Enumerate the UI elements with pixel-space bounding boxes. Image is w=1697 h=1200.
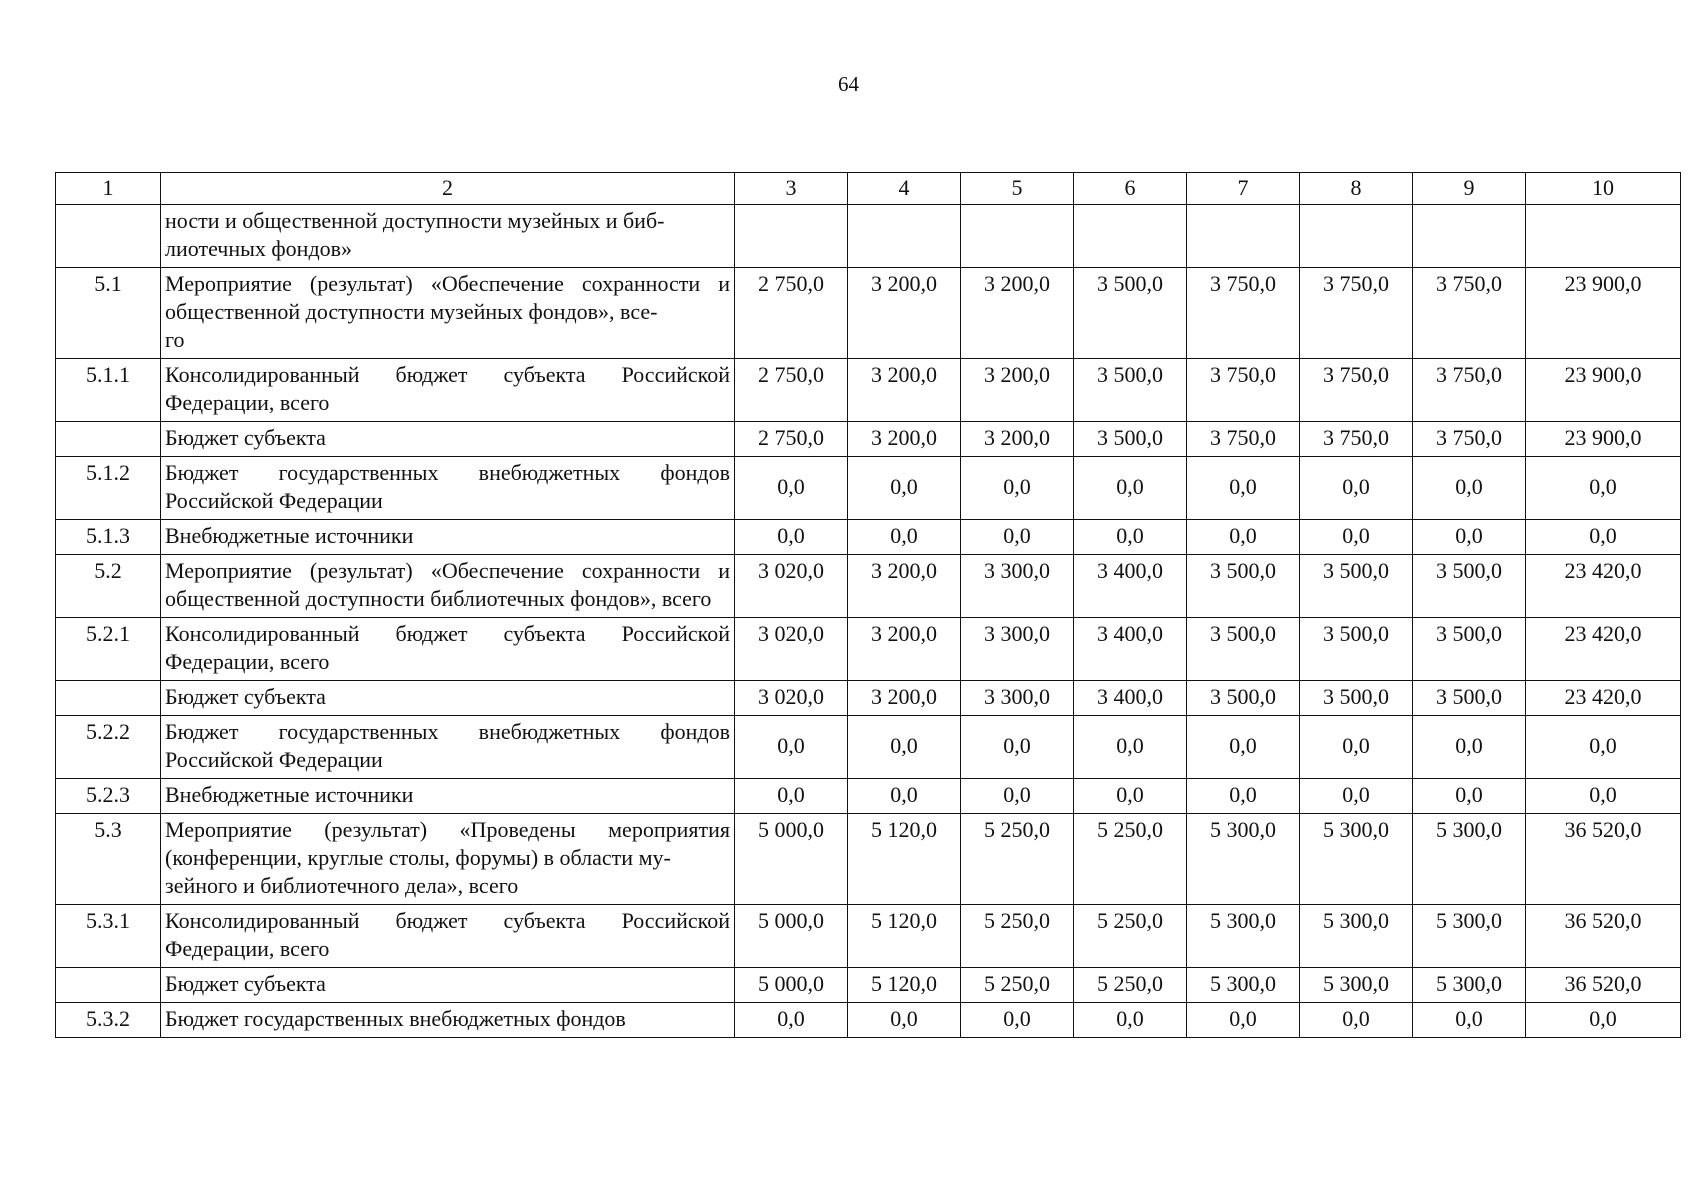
value-cell: 23 900,0 [1526,268,1681,359]
row-description: Мероприятие (результат) «Обеспечение сохранности и общественной доступности музейных фондов», все- го [161,268,735,359]
row-number: 5.1.2 [56,457,161,520]
value-cell: 0,0 [1300,520,1413,555]
value-cell: 3 400,0 [1074,555,1187,618]
row-description: Консолидированный бюджет субъекта Российской Федерации, всего [161,905,735,968]
value-cell: 5 250,0 [1074,905,1187,968]
value-cell: 0,0 [1300,716,1413,779]
value-cell: 0,0 [1413,716,1526,779]
row-description: Мероприятие (результат) «Проведены мероприятия (конференции, круглые столы, форумы) в области му- зейного и библиотечного дела», всего [161,814,735,905]
value-cell: 5 250,0 [961,968,1074,1003]
table-row [56,779,1681,814]
value-cell: 0,0 [1187,520,1300,555]
value-cell: 0,0 [961,779,1074,814]
value-cell: 3 020,0 [735,555,848,618]
value-cell: 23 420,0 [1526,681,1681,716]
value-cell: 0,0 [1300,457,1413,520]
value-cell: 3 500,0 [1413,618,1526,681]
column-number: 10 [1526,173,1681,205]
row-description: Внебюджетные источники [161,779,735,814]
row-description: Консолидированный бюджет субъекта Российской Федерации, всего [161,618,735,681]
value-cell: 3 300,0 [961,681,1074,716]
value-cell: 23 900,0 [1526,359,1681,422]
value-cell: 0,0 [1413,520,1526,555]
value-cell: 5 300,0 [1187,905,1300,968]
row-description: Бюджет субъекта [161,422,735,457]
value-cell: 0,0 [1187,716,1300,779]
value-cell: 3 400,0 [1074,618,1187,681]
row-number: 5.3.1 [56,905,161,968]
row-description: Бюджет субъекта [161,968,735,1003]
value-cell: 3 200,0 [848,359,961,422]
value-cell: 3 500,0 [1187,618,1300,681]
value-cell: 0,0 [1074,779,1187,814]
value-cell: 23 420,0 [1526,555,1681,618]
value-cell: 3 750,0 [1300,422,1413,457]
value-cell: 3 200,0 [848,555,961,618]
column-number: 5 [961,173,1074,205]
value-cell: 3 750,0 [1413,359,1526,422]
value-cell: 5 250,0 [961,814,1074,905]
row-number: 5.3.2 [56,1003,161,1038]
value-cell: 0,0 [1413,779,1526,814]
value-cell: 3 200,0 [848,268,961,359]
value-cell: 5 300,0 [1300,968,1413,1003]
row-description: Бюджет государственных внебюджетных фондов [161,1003,735,1038]
value-cell: 0,0 [735,716,848,779]
value-cell: 0,0 [1074,520,1187,555]
row-number [56,422,161,457]
row-description: Внебюджетные источники [161,520,735,555]
row-number: 5.1 [56,268,161,359]
value-cell: 3 200,0 [848,681,961,716]
table-row [56,268,1681,359]
value-cell: 0,0 [961,716,1074,779]
row-number [56,205,161,268]
value-cell: 3 750,0 [1187,422,1300,457]
value-cell: 0,0 [1300,1003,1413,1038]
value-cell: 3 500,0 [1187,681,1300,716]
value-cell: 3 750,0 [1187,268,1300,359]
value-cell: 0,0 [848,716,961,779]
value-cell: 3 020,0 [735,681,848,716]
value-cell: 0,0 [1526,779,1681,814]
value-cell: 0,0 [1526,520,1681,555]
value-cell: 0,0 [848,457,961,520]
value-cell: 5 000,0 [735,968,848,1003]
value-cell: 3 750,0 [1413,268,1526,359]
value-cell: 0,0 [961,520,1074,555]
value-cell: 3 750,0 [1187,359,1300,422]
table-row [56,905,1681,968]
value-cell: 5 120,0 [848,968,961,1003]
value-cell: 23 420,0 [1526,618,1681,681]
value-cell [1187,205,1300,268]
table-row [56,716,1681,779]
value-cell: 3 500,0 [1413,555,1526,618]
value-cell: 0,0 [1413,1003,1526,1038]
value-cell: 2 750,0 [735,422,848,457]
column-number: 9 [1413,173,1526,205]
value-cell: 3 500,0 [1074,359,1187,422]
value-cell: 5 300,0 [1300,814,1413,905]
value-cell: 2 750,0 [735,268,848,359]
column-number-row [56,173,1681,205]
value-cell: 36 520,0 [1526,814,1681,905]
value-cell: 5 120,0 [848,814,961,905]
value-cell [1526,205,1681,268]
value-cell: 3 200,0 [848,618,961,681]
value-cell: 3 750,0 [1300,359,1413,422]
row-description: Бюджет субъекта [161,681,735,716]
table-row [56,618,1681,681]
table-row [56,1003,1681,1038]
column-number: 3 [735,173,848,205]
column-number: 1 [56,173,161,205]
value-cell: 5 300,0 [1413,968,1526,1003]
row-number: 5.2.1 [56,618,161,681]
row-description: Бюджет государственных внебюджетных фондов Российской Федерации [161,716,735,779]
value-cell: 3 500,0 [1300,681,1413,716]
value-cell: 0,0 [848,779,961,814]
value-cell [1074,205,1187,268]
value-cell: 5 300,0 [1187,968,1300,1003]
value-cell [961,205,1074,268]
table-row [56,359,1681,422]
row-description: Консолидированный бюджет субъекта Российской Федерации, всего [161,359,735,422]
value-cell: 0,0 [961,457,1074,520]
row-number [56,968,161,1003]
value-cell: 3 200,0 [961,268,1074,359]
row-description: Мероприятие (результат) «Обеспечение сохранности и общественной доступности библиотечных фондов», всего [161,555,735,618]
value-cell: 3 500,0 [1074,268,1187,359]
page-number: 64 [838,72,859,96]
value-cell: 0,0 [1526,457,1681,520]
row-number: 5.3 [56,814,161,905]
value-cell: 0,0 [735,457,848,520]
value-cell: 5 000,0 [735,814,848,905]
table-row [56,681,1681,716]
row-number: 5.1.1 [56,359,161,422]
value-cell: 0,0 [1300,779,1413,814]
value-cell: 3 500,0 [1300,618,1413,681]
value-cell: 0,0 [1074,1003,1187,1038]
budget-table [55,172,1681,1038]
value-cell: 5 250,0 [1074,814,1187,905]
value-cell: 5 300,0 [1187,814,1300,905]
table-row [56,205,1681,268]
value-cell: 0,0 [961,1003,1074,1038]
value-cell: 0,0 [1074,716,1187,779]
table-row [56,457,1681,520]
value-cell: 0,0 [848,1003,961,1038]
table-body [56,173,1681,1038]
value-cell [735,205,848,268]
value-cell: 0,0 [1526,716,1681,779]
value-cell: 23 900,0 [1526,422,1681,457]
value-cell: 3 500,0 [1187,555,1300,618]
value-cell: 2 750,0 [735,359,848,422]
table-row [56,555,1681,618]
table-row [56,520,1681,555]
value-cell: 36 520,0 [1526,905,1681,968]
value-cell: 5 300,0 [1413,905,1526,968]
row-number: 5.2.2 [56,716,161,779]
value-cell: 0,0 [848,520,961,555]
value-cell: 3 500,0 [1300,555,1413,618]
table-row [56,968,1681,1003]
value-cell: 3 500,0 [1074,422,1187,457]
value-cell: 3 400,0 [1074,681,1187,716]
value-cell: 3 750,0 [1413,422,1526,457]
value-cell: 5 250,0 [1074,968,1187,1003]
row-number: 5.1.3 [56,520,161,555]
value-cell: 36 520,0 [1526,968,1681,1003]
value-cell [1300,205,1413,268]
value-cell: 0,0 [1187,1003,1300,1038]
value-cell [848,205,961,268]
value-cell: 3 200,0 [961,422,1074,457]
table-row [56,422,1681,457]
value-cell: 5 250,0 [961,905,1074,968]
value-cell: 5 120,0 [848,905,961,968]
column-number: 7 [1187,173,1300,205]
value-cell: 5 300,0 [1413,814,1526,905]
column-number: 4 [848,173,961,205]
column-number: 2 [161,173,735,205]
row-number [56,681,161,716]
value-cell: 3 500,0 [1413,681,1526,716]
column-number: 6 [1074,173,1187,205]
value-cell: 0,0 [1074,457,1187,520]
value-cell: 0,0 [1187,457,1300,520]
value-cell: 0,0 [1187,779,1300,814]
row-description: ности и общественной доступности музейных и биб- лиотечных фондов» [161,205,735,268]
value-cell: 0,0 [735,520,848,555]
value-cell: 3 300,0 [961,618,1074,681]
row-number: 5.2.3 [56,779,161,814]
value-cell: 5 000,0 [735,905,848,968]
value-cell: 3 750,0 [1300,268,1413,359]
row-number: 5.2 [56,555,161,618]
value-cell: 0,0 [735,1003,848,1038]
value-cell: 0,0 [735,779,848,814]
row-description: Бюджет государственных внебюджетных фондов Российской Федерации [161,457,735,520]
table-row [56,814,1681,905]
value-cell: 3 200,0 [961,359,1074,422]
value-cell: 3 300,0 [961,555,1074,618]
value-cell [1413,205,1526,268]
value-cell: 5 300,0 [1300,905,1413,968]
value-cell: 0,0 [1413,457,1526,520]
value-cell: 3 020,0 [735,618,848,681]
value-cell: 0,0 [1526,1003,1681,1038]
column-number: 8 [1300,173,1413,205]
value-cell: 3 200,0 [848,422,961,457]
